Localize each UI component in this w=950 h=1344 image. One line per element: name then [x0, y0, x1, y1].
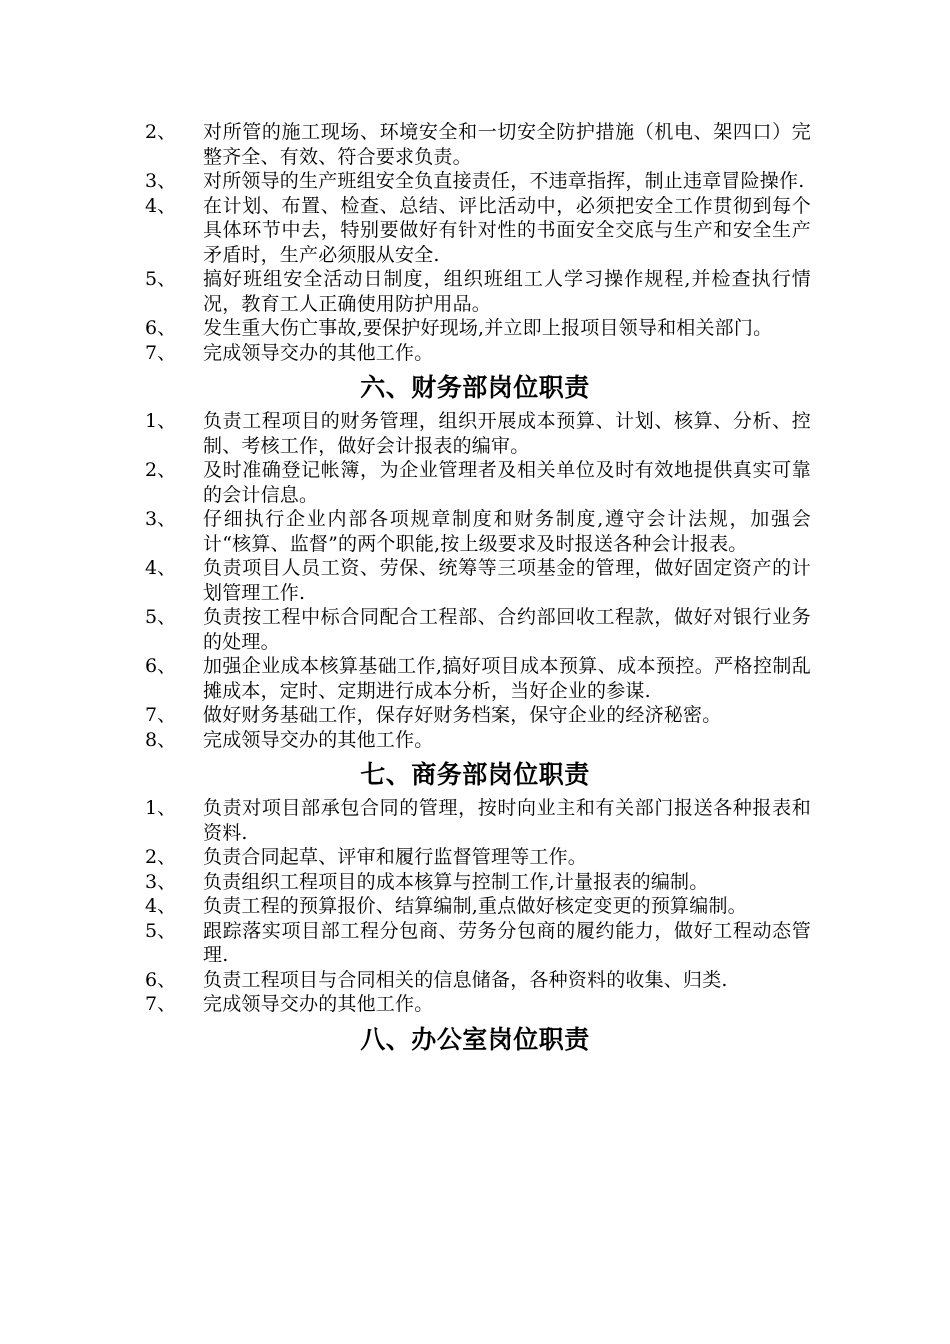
item-number: 8、	[145, 728, 177, 751]
section-continuation	[0, 120, 950, 365]
item-text: 负责组织工程项目的成本核算与控制工作,计量报表的编制。	[203, 870, 709, 893]
section-office	[0, 1025, 950, 1055]
list-item	[0, 194, 950, 268]
item-number: 6、	[145, 655, 177, 677]
item-text: 做好财务基础工作，保存好财务档案，保守企业的经济秘密。	[203, 704, 722, 726]
list-item	[0, 894, 950, 919]
item-text: 完成领导交办的其他工作。	[203, 993, 434, 1015]
list-item	[0, 316, 950, 341]
list-item	[0, 409, 950, 458]
list-item	[0, 605, 950, 654]
item-text: 在计划、布置、检查、总结、评比活动中，必须把安全工作贯彻到每个具体环节中去，特别要做好有针对性的书面安全交底与生产和安全生产矛盾时，生产必须服从安全.	[203, 194, 811, 266]
list-item	[0, 507, 950, 556]
list-item	[0, 703, 950, 728]
list-item	[0, 845, 950, 870]
item-number: 7、	[145, 704, 177, 726]
item-text: 对所管的施工现场、环境安全和一切安全防护措施（机电、架四口）完整齐全、有效、符合要求负责。	[203, 121, 811, 168]
list-item	[0, 968, 950, 993]
list-item	[0, 870, 950, 895]
item-text: 负责对项目部承包合同的管理，按时向业主和有关部门报送各种报表和资料.	[203, 797, 811, 844]
list-item	[0, 341, 950, 366]
item-text: 完成领导交办的其他工作。	[203, 728, 434, 751]
item-number: 6、	[145, 317, 177, 339]
list-item	[0, 919, 950, 968]
item-text: 跟踪落实项目部工程分包商、劳务分包商的履约能力，做好工程动态管理.	[203, 919, 811, 966]
item-number: 4、	[145, 895, 177, 917]
item-number: 3、	[145, 870, 177, 893]
section-heading: 七、商务部岗位职责	[360, 760, 590, 789]
item-number: 2、	[145, 121, 177, 143]
item-number: 3、	[145, 508, 177, 530]
item-text: 及时准确登记帐簿，为企业管理者及相关单位及时有效地提供真实可靠的会计信息。	[203, 459, 811, 506]
section-heading: 六、财务部岗位职责	[360, 373, 590, 402]
item-text: 对所领导的生产班组安全负直接责任，不违章指挥，制止违章冒险操作.	[203, 170, 805, 192]
section-finance	[0, 373, 950, 752]
item-number: 5、	[145, 919, 177, 942]
item-text: 完成领导交办的其他工作。	[203, 341, 434, 364]
item-text: 负责项目人员工资、劳保、统筹等三项基金的管理，做好固定资产的计划管理工作.	[203, 557, 811, 604]
item-number: 5、	[145, 268, 177, 290]
document-page	[0, 120, 950, 1061]
item-number: 5、	[145, 606, 177, 628]
list-item	[0, 458, 950, 507]
item-number: 7、	[145, 341, 177, 364]
item-number: 1、	[145, 797, 177, 819]
item-text: 加强企业成本核算基础工作,搞好项目成本预算、成本预控。严格控制乱摊成本，定时、定期进行成本分析，当好企业的参谋.	[203, 655, 811, 702]
list-item	[0, 654, 950, 703]
section-heading: 八、办公室岗位职责	[360, 1024, 590, 1054]
item-text: 仔细执行企业内部各项规章制度和财务制度,遵守会计法规，加强会计“核算、监督”的两个职能,按上级要求及时报送各种会计报表。	[203, 508, 811, 555]
list-item	[0, 796, 950, 845]
item-number: 6、	[145, 968, 177, 991]
list-item	[0, 169, 950, 194]
item-number: 2、	[145, 846, 177, 868]
item-number: 1、	[145, 410, 177, 432]
list-item	[0, 728, 950, 753]
item-text: 负责工程的预算报价、结算编制,重点做好核定变更的预算编制。	[203, 895, 747, 917]
section-commerce	[0, 760, 950, 1017]
item-text: 负责合同起草、评审和履行监督管理等工作。	[203, 846, 588, 868]
item-text: 负责按工程中标合同配合工程部、合约部回收工程款，做好对银行业务的处理。	[203, 606, 811, 653]
item-number: 7、	[145, 993, 177, 1015]
item-text: 负责工程项目的财务管理，组织开展成本预算、计划、核算、分析、控制、考核工作，做好会计报表的编审。	[203, 410, 811, 457]
item-number: 4、	[145, 557, 177, 579]
item-number: 4、	[145, 194, 177, 217]
list-item	[0, 992, 950, 1017]
item-number: 3、	[145, 170, 177, 192]
list-item	[0, 120, 950, 169]
list-item	[0, 556, 950, 605]
item-text: 搞好班组安全活动日制度，组织班组工人学习操作规程,并检查执行情况，教育工人正确使用防护用品。	[203, 268, 811, 315]
item-text: 负责工程项目与合同相关的信息储备，各种资料的收集、归类.	[203, 968, 728, 991]
item-text: 发生重大伤亡事故,要保护好现场,并立即上报项目领导和相关部门。	[203, 317, 773, 339]
list-item	[0, 267, 950, 316]
item-number: 2、	[145, 459, 177, 481]
